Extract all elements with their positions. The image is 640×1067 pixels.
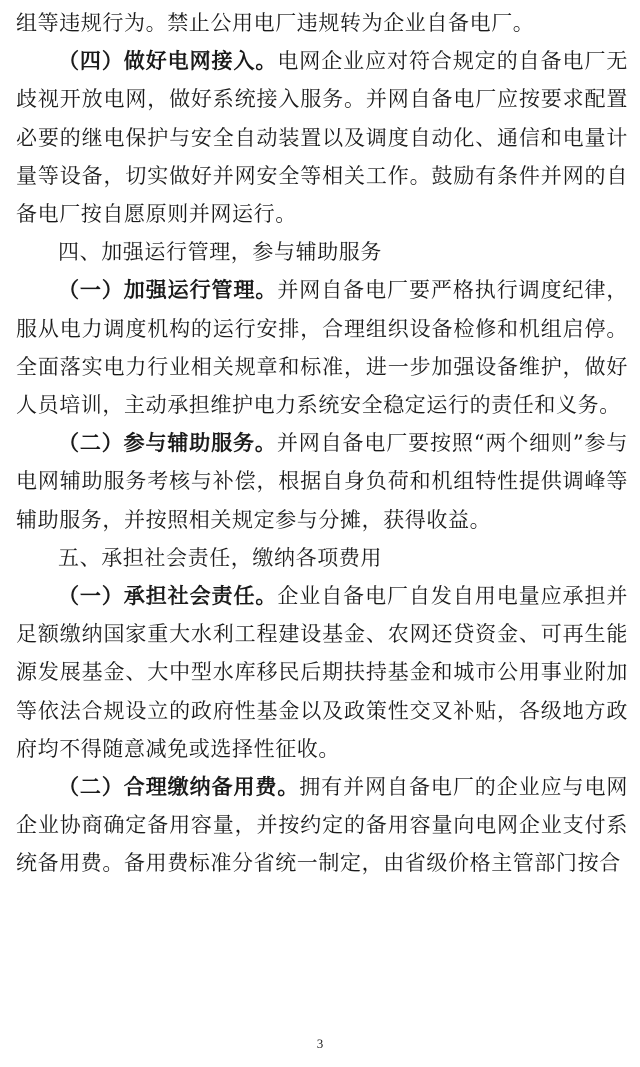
document-body (16, 4, 628, 883)
part-four-item-2-paragraph (16, 424, 628, 539)
section-4-body: 电网企业应对符合规定的自备电厂无歧视开放电网，做好系统接入服务。并网自备电厂应按要求配置必要的继电保护与安全自动装置以及调度自动化、通信和电量计量等设备，切实做好并网安全等相关工作。鼓励有条件并网的自备电厂按自愿原则并网运行。 (16, 49, 628, 227)
part-four-item-2-body: 并网自备电厂要按照“两个细则”参与电网辅助服务考核与补偿，根据自身负荷和机组特性提供调峰等辅助服务，并按照相关规定参与分摊，获得收益。 (16, 431, 629, 532)
continuation-paragraph: 组等违规行为。禁止公用电厂违规转为企业自备电厂。 (16, 11, 535, 35)
part-five-item-1-paragraph (16, 577, 628, 768)
part-five-item-2-paragraph (16, 768, 628, 883)
page-number: 3 (316, 1036, 324, 1051)
part-five-item-1-body: 企业自备电厂自发自用电量应承担并足额缴纳国家重大水利工程建设基金、农网还贷资金、可再生能源发展基金、大中型水库移民后期扶持基金和城市公用事业附加等依法合规设立的政府性基金以及政策性交叉补贴，各级地方政府均不得随意减免或选择性征收。 (16, 584, 628, 761)
section-4-title: （四）做好电网接入。 (58, 48, 278, 74)
part-four-item-1-paragraph (16, 271, 628, 424)
heading-part-five: 五、承担社会责任，缴纳各项费用 (58, 545, 382, 570)
part-four-item-1-body: 并网自备电厂要严格执行调度纪律，服从电力调度机构的运行安排，合理组织设备检修和机组启停。全面落实电力行业相关规章和标准，进一步加强设备维护，做好人员培训，主动承担维护电力系统安全稳定运行的责任和义务。 (16, 278, 628, 418)
part-five-item-1-title: （一）承担社会责任。 (58, 583, 278, 609)
part-five-item-2-title: （二）合理缴纳备用费。 (58, 774, 300, 800)
part-four-item-1-title: （一）加强运行管理。 (58, 277, 278, 303)
section-4-paragraph (16, 42, 628, 233)
part-four-item-2-title: （二）参与辅助服务。 (58, 430, 277, 456)
part-five-item-2-body: 拥有并网自备电厂的企业应与电网企业协商确定备用容量，并按约定的备用容量向电网企业支付系统备用费。备用费标准分省统一制定，由省级价格主管部门按合 (16, 775, 628, 876)
heading-part-four: 四、加强运行管理，参与辅助服务 (58, 240, 382, 265)
